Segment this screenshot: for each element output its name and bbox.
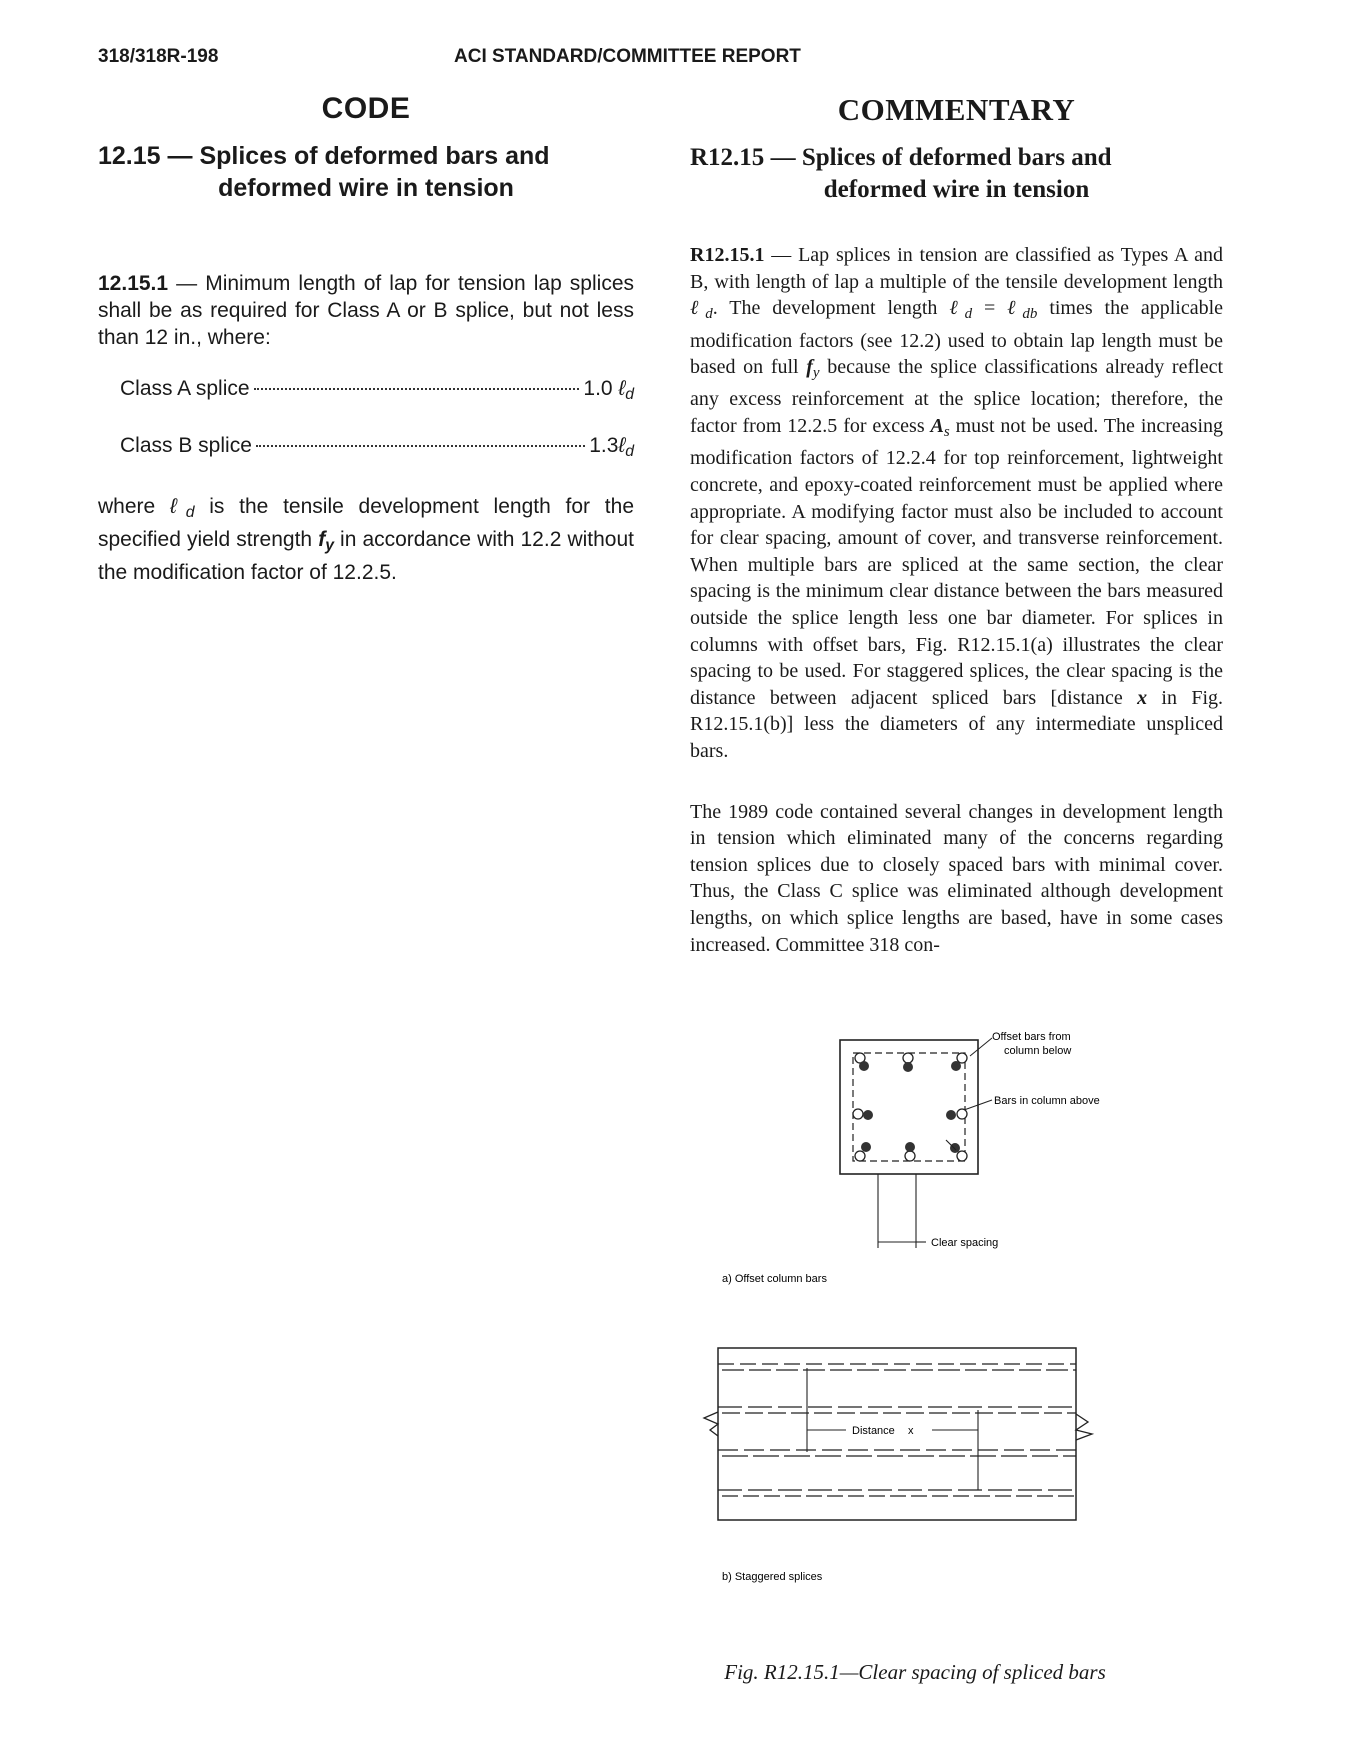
offset-bar xyxy=(957,1109,967,1119)
label-b: b) Staggered splices xyxy=(722,1571,823,1583)
code-section-title-line2: deformed wire in tension xyxy=(218,174,514,202)
class-a-label: Class A splice xyxy=(120,377,250,400)
label-distance: Distance xyxy=(852,1425,895,1437)
offset-bar xyxy=(957,1053,967,1063)
column-bar-above xyxy=(951,1061,961,1071)
code-section-number: 12.15 xyxy=(98,142,161,170)
code-section-title-line1: Splices of deformed bars and xyxy=(199,142,550,170)
class-b-splice-row xyxy=(120,434,634,461)
code-heading: CODE xyxy=(321,92,411,125)
commentary-section-title-line1: Splices of deformed bars and xyxy=(801,144,1112,171)
commentary-section-title: R12.15 — Splices of deformed bars and deformed wire in tension xyxy=(690,142,1223,206)
offset-bar xyxy=(853,1109,863,1119)
offset-bar xyxy=(957,1151,967,1161)
code-paragraph-where: where ℓ$_d$ is the tensile development length for the specified yield strength $f_y$ in accordance with 12.2 without the modification factor of 12.2.5. xyxy=(98,494,634,584)
offset-bar xyxy=(905,1151,915,1161)
commentary-section-title-line2: deformed wire in tension xyxy=(823,176,1090,203)
code-paragraph-12-15-1: 12.15.1 — Minimum length of lap for tension lap splices shall be as required for Class A or B splice, but not less than 12 in., where: xyxy=(98,272,634,349)
column-bar-above xyxy=(905,1142,915,1152)
column-bar-above xyxy=(946,1110,956,1120)
leader-dots xyxy=(256,445,585,447)
class-b-value: 1.3ℓ$_d$ xyxy=(589,433,634,460)
column-bars xyxy=(853,1053,967,1161)
offset-bar xyxy=(855,1151,865,1161)
page-number: 318/318R-198 xyxy=(98,46,219,67)
column-bar-above xyxy=(903,1062,913,1072)
running-head xyxy=(98,46,858,72)
column-bar-above xyxy=(863,1110,873,1120)
class-a-splice-row xyxy=(120,377,634,404)
code-section-title: 12.15 — Splices of deformed bars and deformed wire in tension xyxy=(98,140,634,204)
commentary-paragraph-r12-15-1: R12.15.1 — Lap splices in tension are classified as Types A and B, with length of lap a multiple of the tensile development length ℓ$_d$. The development length ℓ$_d$ = ℓ$_{db}$ times the applicable modification factors (see 12.2) used to obtain lap length must be based on full $f_y$ because the splice classifications already reflect any excess reinforcement at the splice location; therefore, the factor from 12.2.5 for excess $A_s$ must not be used. The increasing modification factors of 12.2.4 for top reinforcement, lightweight concrete, and epoxy-coated reinforcement must be applied where appropriate. A modifying factor must also be included to account for clear spacing, amount of cover, and transverse reinforcement. When multiple bars are spliced at the same section, the clear spacing is the minimum clear distance between the bars measured outside the splice length less one bar diameter. For splices in columns with offset bars, Fig. R12.15.1(a) illustrates the clear spacing to be used. For staggered splices, the clear spacing is the distance between adjacent spliced bars [distance x in Fig. R12.15.1(b)] less the diameters of any intermediate unspliced bars. xyxy=(690,244,1224,762)
column-bar-above xyxy=(861,1142,871,1152)
figure-caption: Fig. R12.15.1—Clear spacing of spliced bars xyxy=(724,1660,1106,1684)
code-para1-number: 12.15.1 xyxy=(98,272,169,295)
report-title: ACI STANDARD/COMMITTEE REPORT xyxy=(454,46,801,67)
commentary-heading: COMMENTARY xyxy=(837,92,1076,127)
member-outline xyxy=(718,1348,1076,1520)
column-bar-above xyxy=(950,1143,960,1153)
label-clear-spacing: Clear spacing xyxy=(931,1237,999,1249)
label-a: a) Offset column bars xyxy=(722,1273,827,1285)
offset-bar xyxy=(903,1053,913,1063)
commentary-column xyxy=(690,92,1223,958)
commentary-section-number: R12.15 xyxy=(690,144,765,171)
class-a-value: 1.0 ℓ$_d$ xyxy=(583,377,634,403)
label-bars-above: Bars in column above xyxy=(994,1095,1100,1107)
label-x: x xyxy=(908,1425,914,1437)
leader-dots xyxy=(254,388,580,390)
figure-diagram xyxy=(700,1020,1240,1640)
class-b-label: Class B splice xyxy=(120,433,252,457)
commentary-paragraph-1989: The 1989 code contained several changes in development length in tension which eliminated many of the concerns regarding tension splices due to closely spaced bars with minimal cover. Thus, the Class C splice was eliminated although development lengths, on which splice lengths are based, have in some cases increased. Committee 318 con- xyxy=(690,800,1223,956)
code-para1-text: Minimum length of lap for tension lap splices shall be as required for Class A or B splice, but not less than 12 in., where: xyxy=(98,272,634,349)
column-bar-above xyxy=(859,1061,869,1071)
label-offset-bars: Offset bars from xyxy=(992,1031,1071,1043)
code-column xyxy=(98,92,634,586)
figure-r12-15-1 xyxy=(700,1020,1240,1720)
staggered-splices-diagram xyxy=(704,1348,1092,1520)
label-offset-bars-2: column below xyxy=(1004,1045,1072,1057)
